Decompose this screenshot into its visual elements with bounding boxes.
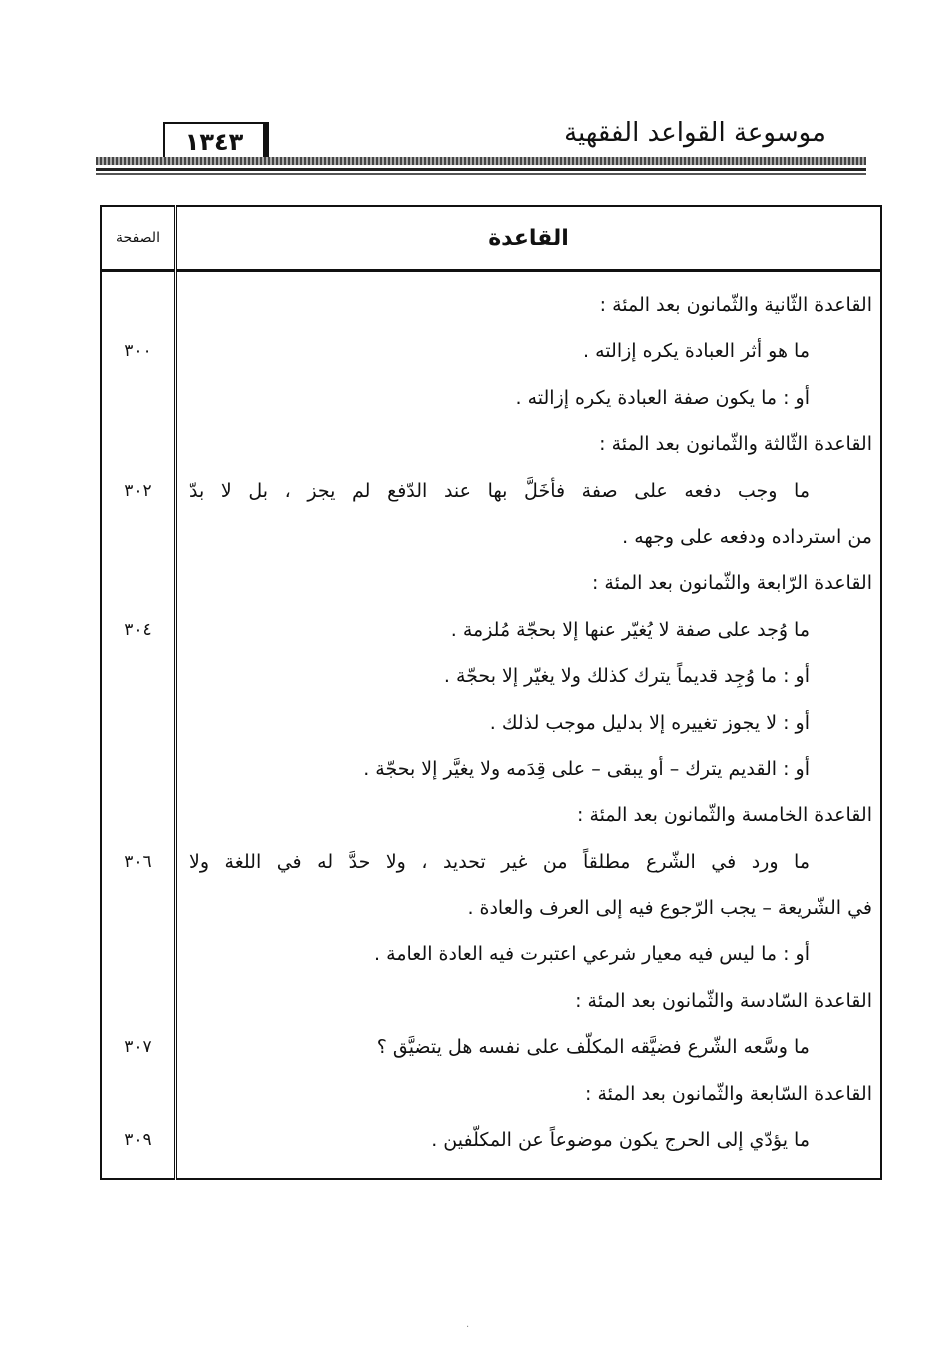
rule-column	[176, 271, 882, 1180]
rule-text-line: ما ورد في الشّرع مطلقاً من غير تحديد ، ولا حدَّ له في اللغة ولا	[189, 850, 810, 873]
header-rule-thin	[96, 168, 866, 171]
rule-text-line: من استرداده ودفعه على وجهه .	[622, 525, 872, 548]
page-ref: ٣٠٧	[124, 1037, 152, 1058]
page-ref	[102, 792, 174, 838]
page-ref	[102, 885, 174, 931]
header-rule-thin-lower	[96, 173, 866, 175]
page-ref	[102, 978, 174, 1024]
page-ref: ٣٠٦	[124, 851, 152, 872]
page-ref: ٣٠٩	[124, 1130, 152, 1151]
page-ref: ٣٠٠	[124, 341, 152, 362]
book-title: موسوعة القواعد الفقهية	[564, 118, 826, 148]
page-ref	[102, 282, 174, 328]
rule-text-line: أو : لا يجوز تغييره إلا بدليل موجب لذلك .	[489, 711, 810, 734]
page-ref: ٣٠٤	[124, 619, 152, 640]
rule-heading: القاعدة الثّانية والثّمانون بعد المئة :	[599, 294, 872, 316]
rule-entry-list	[177, 272, 880, 1163]
header-rule	[96, 157, 866, 165]
page-ref	[102, 931, 174, 977]
rule-text-line: أو : ما يكون صفة العبادة يكره إزالته .	[515, 386, 810, 409]
page-column-header: الصفحة	[101, 206, 176, 271]
rule-text-line: ما وجب دفعه على صفة فأخَلَّ بها عند الدّفع لم يجز ، بل لا بدّ	[189, 479, 810, 502]
rule-heading: القاعدة الثّالثة والثّمانون بعد المئة :	[599, 433, 872, 456]
rule-heading: القاعدة السّادسة والثّمانون بعد المئة :	[575, 989, 872, 1012]
rule-text-line: ما وُجد على صفة لا يُغيّر عنها إلا بحجّة مُلزمة .	[450, 618, 810, 641]
rule-column-header: القاعدة	[176, 206, 882, 271]
rule-text-line: في الشّريعة – يجب الرّجوع فيه إلى العرف والعادة .	[467, 897, 872, 920]
page-ref	[102, 375, 174, 421]
rule-text-line: أو : ما وُجِد قديماً يترك كذلك ولا يغيّر إلا بحجّة .	[443, 665, 810, 688]
rule-heading: القاعدة الرّابعة والثّمانون بعد المئة :	[591, 572, 872, 595]
page-ref	[102, 746, 174, 792]
page-ref	[102, 514, 174, 560]
rule-text-line: أو : القديم يترك – أو يبقى – على قِدَمه ولا يغيَّر إلا بحجّة .	[363, 757, 810, 780]
page-ref	[102, 700, 174, 746]
page-column	[101, 271, 176, 1180]
rule-text-line: ما يؤدّي إلى الحرج يكون موضوعاً عن المكلّفين .	[431, 1129, 810, 1152]
footer-mark: ·	[466, 1322, 470, 1333]
index-table	[100, 205, 882, 1180]
table-header-row	[101, 206, 881, 271]
page-ref	[102, 421, 174, 467]
rule-heading: القاعدة السّابعة والثّمانون بعد المئة :	[585, 1082, 872, 1105]
rule-heading: القاعدة الخامسة والثّمانون بعد المئة :	[577, 804, 872, 827]
rule-text-line: أو : ما ليس فيه معيار شرعي اعتبرت فيه العادة العامة .	[374, 943, 810, 966]
page-number-list	[102, 272, 174, 1163]
table-body-row	[101, 271, 881, 1180]
rule-text-line: ما وسَّعه الشّرع فضيَّقه المكلّف على نفسه هل يتضيَّق ؟	[376, 1036, 810, 1059]
page-ref	[102, 1071, 174, 1117]
rule-text-line: ما هو أثر العبادة يكره إزالته .	[583, 340, 810, 363]
page-ref	[102, 560, 174, 606]
page-number: ١٣٤٣	[163, 122, 269, 160]
page-ref: ٣٠٢	[124, 480, 152, 501]
page-ref	[102, 653, 174, 699]
